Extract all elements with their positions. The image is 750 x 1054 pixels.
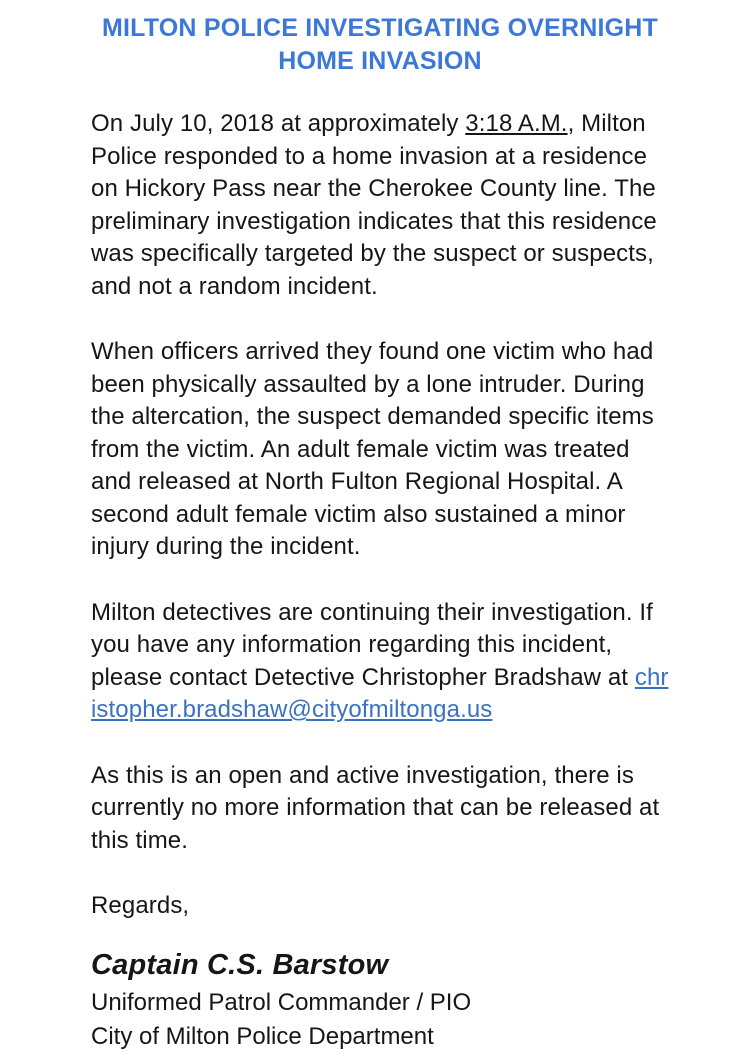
signature-role: Uniformed Patrol Commander / PIO xyxy=(91,988,472,1016)
closing-regards: Regards, xyxy=(91,892,190,919)
paragraph-disclosure: As this is an open and active investigation, there is currently no more information that can be released at this time. xyxy=(91,761,660,854)
paragraph-contact xyxy=(91,597,669,727)
signature-organization: City of Milton Police Department xyxy=(91,1023,434,1050)
page-title: MILTON POLICE INVESTIGATING OVERNIGHT HOME INVASION xyxy=(101,14,659,75)
paragraph-incident-summary xyxy=(91,108,669,303)
incident-time-underlined: 3:18 A.M. xyxy=(465,110,568,137)
signature-name: Captain C.S. Barstow xyxy=(91,948,389,981)
paragraph-3-text: Milton detectives are continuing their investigation. If you have any information regarding this incident, please contact Detective Christopher Bradshaw at xyxy=(91,598,653,691)
paragraph-victims: When officers arrived they found one victim who had been physically assaulted by a lone intruder. During the altercation, the suspect demanded specific items from the victim. An adult female victim was treated and released at North Fulton Regional Hospital. A second adult female victim also sustained a minor injury during the incident. xyxy=(91,338,654,560)
paragraph-1-text-after-time: , Milton Police responded to a home invasion at a residence on Hickory Pass near the Cherokee County line. The preliminary investigation indicates that this residence was specifically targeted by the suspect or suspects, and not a random incident. xyxy=(91,110,657,300)
email-link[interactable]: christopher.bradshaw@cityofmiltonga.us xyxy=(91,663,669,723)
paragraph-1-text-before-time: On July 10, 2018 at approximately xyxy=(91,110,466,137)
